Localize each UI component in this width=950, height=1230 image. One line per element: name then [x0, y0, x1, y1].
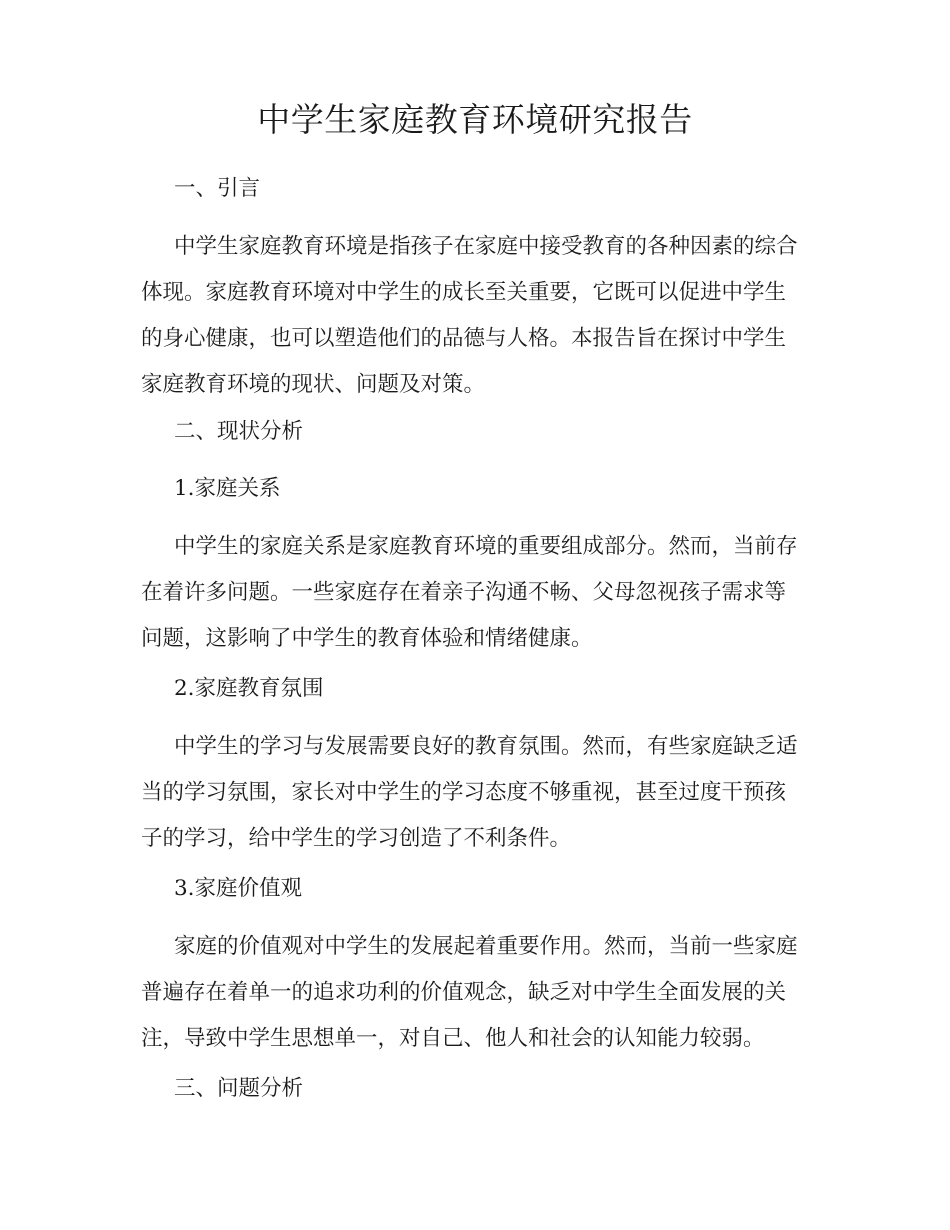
section-heading-status-analysis: 二、现状分析: [174, 419, 304, 444]
paragraph-line: 体现。家庭教育环境对中学生的成长至关重要，它既可以促进中学生: [141, 280, 787, 305]
paragraph-line: 中学生家庭教育环境是指孩子在家庭中接受教育的各种因素的综合: [174, 234, 798, 259]
paragraph-family-values: [141, 924, 809, 1062]
paragraph-line: 在着许多问题。一些家庭存在着亲子沟通不畅、父母忽视孩子需求等: [141, 580, 787, 605]
paragraph-family-relations: [141, 524, 809, 662]
paragraph-education-atmosphere: [141, 724, 809, 862]
paragraph-line: 中学生的学习与发展需要良好的教育氛围。然而，有些家庭缺乏适: [174, 734, 798, 759]
paragraph-line: 问题，这影响了中学生的教育体验和情绪健康。: [141, 626, 593, 651]
paragraph-introduction: [141, 224, 809, 408]
section-heading-problem-analysis: 三、问题分析: [174, 1076, 304, 1101]
subheading-education-atmosphere: 2.家庭教育氛围: [174, 676, 324, 701]
paragraph-line: 普遍存在着单一的追求功利的价值观念，缺乏对中学生全面发展的关: [141, 980, 787, 1005]
paragraph-line: 注，导致中学生思想单一，对自己、他人和社会的认知能力较弱。: [141, 1026, 765, 1051]
subheading-family-relations: 1.家庭关系: [174, 476, 281, 501]
paragraph-line: 家庭教育环境的现状、问题及对策。: [141, 372, 486, 397]
paragraph-line: 中学生的家庭关系是家庭教育环境的重要组成部分。然而，当前存: [174, 534, 798, 559]
paragraph-line: 家庭的价值观对中学生的发展起着重要作用。然而，当前一些家庭: [174, 934, 798, 959]
paragraph-line: 当的学习氛围，家长对中学生的学习态度不够重视，甚至过度干预孩: [141, 780, 787, 805]
section-heading-introduction: 一、引言: [174, 176, 261, 201]
document-title: 中学生家庭教育环境研究报告: [257, 100, 693, 139]
paragraph-line: 的身心健康，也可以塑造他们的品德与人格。本报告旨在探讨中学生: [141, 326, 787, 351]
paragraph-line: 子的学习，给中学生的学习创造了不利条件。: [141, 826, 572, 851]
subheading-family-values: 3.家庭价值观: [174, 876, 303, 901]
